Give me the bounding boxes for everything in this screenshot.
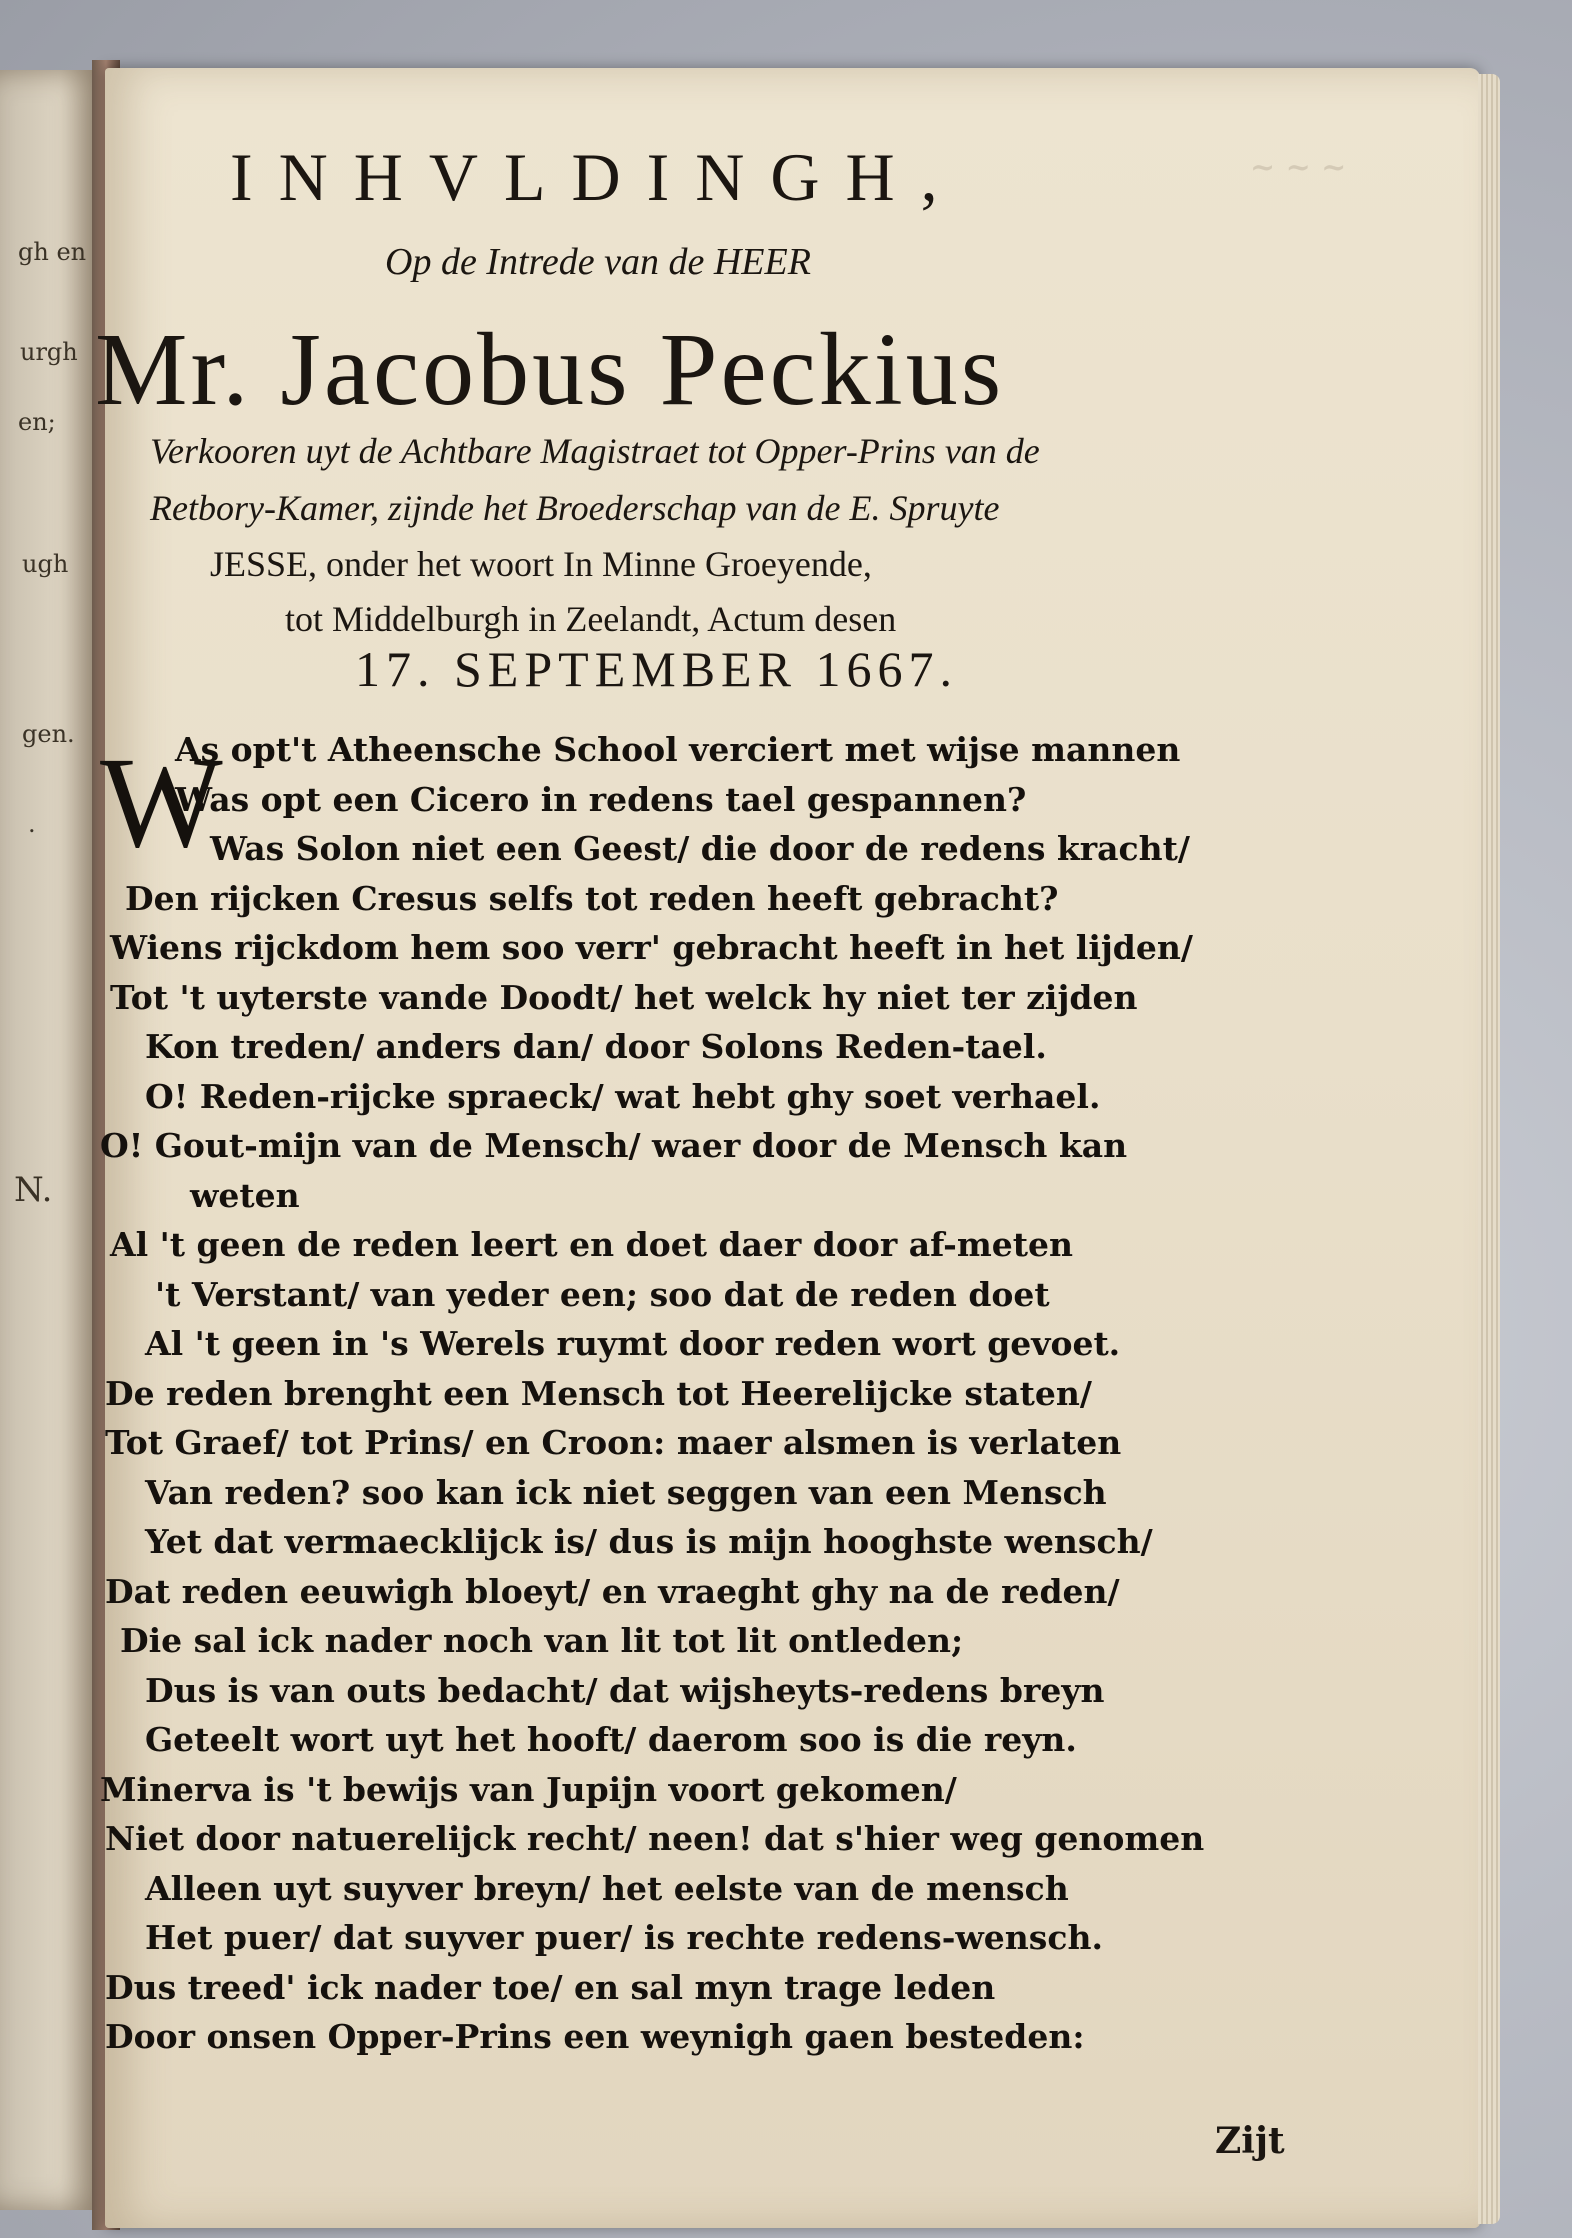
poem-line: Minerva is 't bewijs van Jupijn voort gekomen/	[100, 1770, 957, 1809]
poem-line: Die sal ick nader noch van lit tot lit ontleden;	[120, 1621, 964, 1660]
poem-line: Door onsen Opper-Prins een weynigh gaen besteden:	[105, 2017, 1085, 2056]
poem-line: Al 't geen de reden leert en doet daer door af-meten	[110, 1225, 1073, 1264]
drop-cap: W	[100, 731, 223, 875]
poem-line: Den rijcken Cresus selfs tot reden heeft gebracht?	[125, 879, 1059, 918]
poem-line: 't Verstant/ van yeder een; soo dat de reden doet	[155, 1275, 1050, 1314]
poem-line: Dus treed' ick nader toe/ en sal myn trage leden	[105, 1968, 996, 2007]
poem-line: Geteelt wort uyt het hooft/ daerom soo is die reyn.	[145, 1720, 1077, 1759]
poem-line: Dus is van outs bedacht/ dat wijsheyts-redens breyn	[145, 1671, 1105, 1710]
poem-line: Niet door natuerelijck recht/ neen! dat s'hier weg genomen	[105, 1819, 1205, 1858]
poem-line: Was Solon niet een Geest/ die door de redens kracht/	[210, 829, 1190, 868]
description-line: tot Middelburgh in Zeelandt, Actum desen	[285, 599, 897, 639]
page-subtitle: Op de Intrede van de HEER	[385, 241, 811, 283]
poem-line: Wiens rijckdom hem soo verr' gebracht heeft in het lijden/	[110, 928, 1193, 967]
poem-line: Al 't geen in 's Werels ruymt door reden wort gevoet.	[145, 1324, 1121, 1363]
catchword: Zijt	[1215, 2120, 1285, 2162]
honoree-name: Mr. Jacobus Peckius	[95, 312, 1005, 427]
poem-line: weten	[190, 1176, 300, 1215]
poem-line: Was opt een Cicero in redens tael gespannen?	[175, 780, 1027, 819]
poem-line: Van reden? soo kan ick niet seggen van een Mensch	[145, 1473, 1107, 1512]
poem-line: Dat reden eeuwigh bloeyt/ en vraeght ghy na de reden/	[105, 1572, 1120, 1611]
poem-line: Het puer/ dat suyver puer/ is rechte redens-wensch.	[145, 1918, 1103, 1957]
description-line: Verkooren uyt de Achtbare Magistraet tot Opper-Prins van de	[150, 431, 1040, 471]
poem-line: O! Reden-rijcke spraeck/ wat hebt ghy soet verhael.	[145, 1077, 1101, 1116]
date-line: 17. SEPTEMBER 1667.	[355, 641, 958, 697]
poem-line: De reden brenght een Mensch tot Heerelijcke staten/	[105, 1374, 1092, 1413]
left-page-fragment: urgh	[20, 338, 78, 366]
left-page-fragment: gen.	[22, 720, 75, 748]
poem-line: Tot 't uyterste vande Doodt/ het welck hy niet ter zijden	[110, 978, 1138, 1017]
poem-line: Alleen uyt suyver breyn/ het eelste van de mensch	[145, 1869, 1069, 1908]
left-page-fragment: en;	[18, 408, 56, 436]
left-page-fragment: gh en	[18, 238, 87, 266]
poem-line: Kon treden/ anders dan/ door Solons Reden-tael.	[145, 1027, 1047, 1066]
left-page-fragment: N.	[14, 1170, 53, 1210]
description-line: Retbory-Kamer, zijnde het Broederschap van de E. Spruyte	[150, 488, 1000, 528]
poem-line: As opt't Atheensche School verciert met wijse mannen	[175, 730, 1181, 769]
poem-line: Yet dat vermaecklijck is/ dus is mijn hooghste wensch/	[145, 1522, 1153, 1561]
page-title: INHVLDINGH,	[230, 139, 964, 215]
left-page-fragment: ugh	[22, 550, 69, 578]
poem-line: Tot Graef/ tot Prins/ en Croon: maer alsmen is verlaten	[105, 1423, 1122, 1462]
description-line: JESSE, onder het woort In Minne Groeyende,	[210, 544, 872, 584]
left-page-fragment: .	[28, 810, 36, 838]
poem-line: O! Gout-mijn van de Mensch/ waer door de Mensch kan	[100, 1126, 1128, 1165]
show-through: ~ ~ ~	[1250, 150, 1347, 185]
